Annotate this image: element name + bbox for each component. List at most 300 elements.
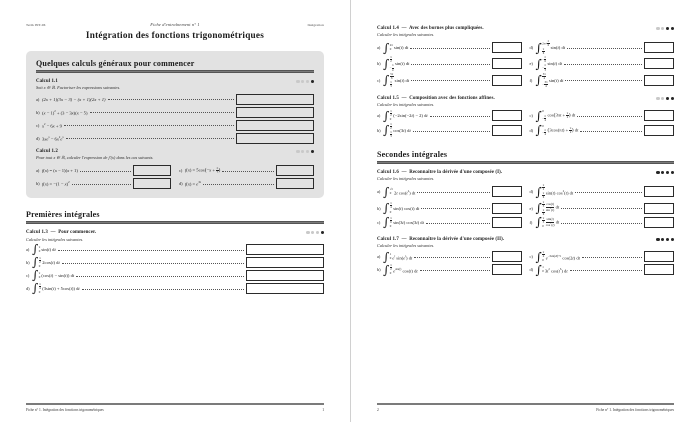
- item-expression: [32, 242, 56, 257]
- exercise-calcul-1-1: [36, 79, 314, 144]
- exercise-item: [377, 73, 522, 88]
- item-label: c): [26, 273, 30, 279]
- exercise-dash: —: [400, 95, 408, 101]
- integral-bounds: 1 0: [389, 252, 392, 261]
- difficulty-dot-filled: [666, 27, 669, 30]
- integrand: sin(t) dt: [547, 61, 562, 67]
- item-expression: [536, 201, 560, 216]
- answer-box[interactable]: [492, 203, 522, 214]
- exercise-item: [530, 201, 675, 216]
- dot-leader: [567, 45, 642, 49]
- integral-bounds: 0 − $\frac{\pi}{4}$: [542, 109, 546, 122]
- difficulty-rating: [656, 238, 674, 241]
- item-expression: [536, 110, 576, 121]
- dot-leader: [577, 113, 642, 117]
- item-expression: f(x) = (x − 1)(x + 1): [42, 167, 78, 173]
- exercise-number-text: Calcul 1.3: [26, 230, 48, 236]
- item-label: e): [529, 61, 533, 67]
- exercise-item: [530, 123, 675, 138]
- section-premieres-integrales: [26, 210, 324, 294]
- integrand: sin(t) dt: [41, 247, 56, 253]
- answer-box[interactable]: [644, 251, 674, 262]
- exercise-item: [179, 164, 314, 176]
- item-label: c): [529, 254, 533, 260]
- item-label: d): [529, 128, 534, 134]
- dot-leader: [76, 273, 244, 277]
- integral-bounds: $\frac{\pi}{3}$ 0: [542, 216, 545, 229]
- exercise-number: [377, 170, 502, 175]
- section-title: Premières intégrales: [26, 210, 100, 220]
- exercise-item: [26, 257, 324, 269]
- integrand: $e^{sin(t)}$ cos(t) dt: [393, 266, 418, 274]
- running-head: [26, 22, 324, 28]
- exercise-items: [377, 39, 674, 88]
- exercise-instruction: Calculer les intégrales suivantes.: [26, 236, 84, 242]
- integral-bounds: π 0: [38, 270, 41, 280]
- exercise-item: [530, 251, 675, 263]
- integral-bounds: π 0: [38, 244, 41, 254]
- answer-box[interactable]: [644, 264, 674, 275]
- exercise-calcul-1-2: [36, 149, 314, 189]
- integral-icon: ∫: [383, 123, 390, 138]
- integral-bounds: $\frac{\pi}{4}$ 0: [389, 201, 392, 214]
- exercise-item: [26, 283, 324, 295]
- difficulty-dot: [301, 80, 304, 83]
- item-label: c): [529, 113, 533, 119]
- item-label: b): [26, 260, 30, 266]
- exercise-number: [377, 26, 484, 31]
- integral-bounds: $\frac{\pi}{4}$ 0: [38, 281, 41, 294]
- item-label: a): [377, 113, 381, 119]
- difficulty-dot-filled: [661, 171, 664, 174]
- item-label: f): [529, 77, 533, 83]
- dot-leader: [580, 128, 642, 132]
- item-label: d): [529, 45, 534, 51]
- section-rule: [36, 70, 314, 73]
- page-footer: [26, 406, 324, 412]
- exercise-instruction: Calculer les intégrales suivantes.: [377, 242, 435, 248]
- item-expression: [536, 73, 564, 88]
- exercise-item: [530, 217, 675, 229]
- exercise-item: [36, 106, 314, 118]
- document-title: Intégration des fonctions trigonométriques: [85, 30, 265, 40]
- answer-box[interactable]: [492, 58, 522, 69]
- difficulty-dot-filled: [671, 171, 674, 174]
- item-expression: [383, 40, 409, 55]
- integrand: sin(t) dt: [548, 77, 564, 83]
- item-expression: [32, 283, 80, 294]
- exercise-items: [26, 244, 324, 295]
- integral-icon: ∫: [383, 56, 390, 71]
- integrand: (cos(t) − sin(t)) dt: [41, 273, 75, 279]
- dot-leader: [420, 267, 490, 271]
- item-expression: [32, 257, 60, 268]
- exercise-item: [36, 132, 314, 144]
- item-expression: [536, 56, 562, 71]
- exercise-calcul-1-5: [377, 96, 674, 138]
- item-expression: [383, 56, 409, 71]
- item-label: a): [36, 96, 40, 102]
- answer-box[interactable]: [246, 270, 324, 281]
- dot-leader: [570, 267, 642, 271]
- difficulty-rating: [306, 231, 324, 234]
- exercise-item: [26, 244, 324, 256]
- dot-leader: [58, 247, 244, 251]
- answer-box[interactable]: [133, 165, 171, 176]
- dot-leader: [575, 189, 642, 193]
- integral-bounds: 2π 0: [389, 43, 393, 52]
- item-expression: f(x) = 5cos(−x + $\frac{\pi}{7}$ ): [185, 165, 221, 174]
- page-footer: [377, 406, 674, 412]
- integral-bounds: − $\frac{\pi}{6}$ − $\frac{\pi}{3}$: [542, 55, 546, 72]
- answer-box[interactable]: [644, 125, 674, 136]
- integrand: $3t^2$ $\cos(t^3)$ dt: [544, 266, 568, 274]
- difficulty-dot: [311, 231, 314, 234]
- exercise-number-text: Calcul 1.7: [377, 236, 399, 242]
- exercise-number: [377, 96, 495, 101]
- integral-icon: ∫: [383, 184, 390, 199]
- integrand: 2t $\cos(t^2)$ dt: [394, 188, 416, 196]
- exercise-item: [530, 184, 675, 199]
- difficulty-dot: [306, 231, 309, 234]
- dot-leader: [64, 122, 234, 126]
- item-label: e): [529, 205, 533, 211]
- integral-icon: ∫: [32, 268, 39, 283]
- answer-box[interactable]: [644, 75, 674, 86]
- exercise-header: [26, 230, 324, 235]
- item-expression: [383, 264, 418, 275]
- difficulty-dot: [306, 80, 309, 83]
- difficulty-dot-filled: [311, 150, 314, 153]
- item-label: a): [377, 45, 381, 51]
- exercise-number: [26, 230, 96, 235]
- difficulty-dot-filled: [666, 238, 669, 241]
- item-label: c): [377, 77, 381, 83]
- integral-icon: ∫: [383, 200, 390, 215]
- item-label: d): [179, 180, 183, 186]
- difficulty-dot-filled: [661, 238, 664, 241]
- exercise-item: [36, 93, 314, 105]
- exercise-item: [530, 110, 675, 122]
- exercise-item: [377, 56, 522, 71]
- difficulty-rating: [656, 97, 674, 100]
- item-expression: [536, 40, 566, 55]
- integral-bounds: $\frac{5\pi}{4}$ − $\frac{3\pi}{4}$: [542, 71, 548, 88]
- integral-icon: ∫: [535, 72, 542, 87]
- dot-leader: [417, 189, 489, 193]
- item-label: a): [26, 247, 30, 253]
- answer-box[interactable]: [246, 244, 324, 255]
- item-label: b): [377, 267, 381, 273]
- integral-icon: ∫: [32, 255, 39, 270]
- difficulty-dot: [656, 97, 659, 100]
- item-expression: $f(x) = e^{3x}$: [185, 180, 202, 187]
- integrand: $e^t$ $\sin(e^t)$ dt: [392, 253, 413, 261]
- exercise-number-text: Calcul 1.6: [377, 170, 399, 176]
- exercise-calcul-1-3: [26, 230, 324, 294]
- integrand: (3cos(πt) + $\frac{\pi}{2}$ ) dt: [547, 125, 579, 135]
- answer-box[interactable]: [644, 58, 674, 69]
- answer-box[interactable]: [492, 264, 522, 275]
- integral-bounds: $\frac{\pi}{2}$ − $\frac{\pi}{4}$: [389, 55, 394, 72]
- integrand: sin(t) dt: [393, 45, 409, 51]
- answer-box[interactable]: [492, 42, 522, 53]
- answer-box[interactable]: [492, 75, 522, 86]
- exercise-item: [26, 270, 324, 282]
- exercise-item: [36, 164, 171, 176]
- difficulty-rating: [656, 27, 674, 30]
- dot-leader: [582, 254, 642, 258]
- dot-leader: [222, 168, 274, 172]
- exercise-instruction: Calculer les intégrales suivantes.: [377, 32, 435, 38]
- integral-icon: ∫: [383, 249, 390, 264]
- exercise-number: Calcul 1.2: [36, 149, 58, 155]
- exercise-item: [36, 119, 314, 131]
- exercise-item: [530, 56, 675, 71]
- item-expression: [383, 217, 424, 228]
- exercise-item: [377, 184, 522, 199]
- answer-box[interactable]: [246, 283, 324, 294]
- dot-leader: [561, 220, 642, 224]
- dot-leader: [203, 181, 274, 185]
- section-title: Secondes intégrales: [377, 150, 448, 160]
- answer-box[interactable]: [644, 186, 674, 197]
- integral-icon: ∫: [383, 215, 390, 230]
- integral-bounds: $\frac{\pi}{6}$ 0: [389, 216, 392, 229]
- integrand: cos(3πt + $\frac{\pi}{2}$ ) dt: [547, 111, 576, 120]
- exercise-instruction: Calculer les intégrales suivantes.: [377, 176, 435, 182]
- exercise-item: [530, 264, 675, 276]
- section-rule: [26, 221, 324, 224]
- answer-box[interactable]: [492, 217, 522, 228]
- running-head-left: Term INT-06: [26, 23, 46, 27]
- item-label: b): [36, 109, 40, 115]
- integral-bounds: $\frac{\pi}{2}$ 0: [38, 255, 41, 268]
- integral-icon: ∫: [535, 262, 542, 277]
- difficulty-dot: [301, 150, 304, 153]
- exercise-calcul-1-7: [377, 237, 674, 276]
- exercise-item: [377, 123, 522, 138]
- item-expression: $(x - 1)^2 + (3 - 3x)(x - 5)$: [42, 108, 88, 116]
- item-expression: [32, 268, 75, 283]
- exercise-items: [377, 109, 674, 138]
- integrand: sin(t) cos(t) dt: [393, 205, 420, 211]
- answer-box[interactable]: [276, 178, 314, 189]
- section-title: Quelques calculs généraux pour commencer: [36, 59, 195, 68]
- footer-rule: [26, 403, 324, 405]
- integral-bounds: 2π+ $\frac{\pi}{6}$ $\frac{\pi}{6}$: [542, 39, 550, 56]
- difficulty-dot: [296, 150, 299, 153]
- integral-icon: ∫: [535, 249, 542, 264]
- answer-box[interactable]: [492, 186, 522, 197]
- integrand: cos(3t) dt: [393, 128, 411, 134]
- integral-bounds: √π 0: [389, 187, 394, 196]
- dot-leader: [413, 128, 490, 132]
- answer-box[interactable]: [236, 120, 314, 131]
- exercise-instruction: Calculer les intégrales suivantes.: [377, 101, 435, 107]
- item-label: d): [529, 267, 534, 273]
- exercise-header: [377, 26, 674, 31]
- exercise-subtitle: Composition avec des fonctions affines.: [409, 95, 495, 101]
- footer-text: Fiche n° 1. Intégration des fonctions trigonométriques: [26, 408, 104, 412]
- answer-box[interactable]: [246, 257, 324, 268]
- integrand: sin(t) dt: [394, 61, 410, 67]
- difficulty-dot-filled: [666, 171, 669, 174]
- answer-box[interactable]: [492, 125, 522, 136]
- integral-bounds: $\frac{\pi}{3}$ $\frac{\pi}{6}$: [542, 199, 545, 216]
- item-expression: $x^2 - 6x + 9$: [42, 121, 62, 129]
- dot-leader: [66, 135, 234, 139]
- answer-box[interactable]: [492, 251, 522, 262]
- item-label: b): [36, 180, 40, 186]
- item-expression: [536, 125, 579, 136]
- integrand: $e^{-3sin(2t)+1}$ cos(2t) dt: [545, 253, 580, 261]
- item-label: b): [377, 128, 381, 134]
- answer-box[interactable]: [276, 165, 314, 176]
- item-label: f): [529, 220, 533, 226]
- exercise-number: [377, 237, 504, 242]
- difficulty-rating: [296, 150, 314, 153]
- exercise-items: [377, 250, 674, 276]
- page-number: 2: [377, 408, 379, 412]
- integral-icon: ∫: [383, 40, 390, 55]
- integral-icon: ∫: [535, 108, 542, 123]
- item-label: c): [377, 220, 381, 226]
- difficulty-dot: [661, 27, 664, 30]
- exercise-calcul-1-4: [377, 26, 674, 88]
- exercise-header: [36, 79, 314, 84]
- item-expression: [383, 123, 411, 138]
- integral-icon: ∫: [535, 184, 542, 199]
- dot-leader: [426, 220, 490, 224]
- item-label: c): [36, 122, 40, 128]
- dot-leader: [564, 61, 642, 65]
- answer-box[interactable]: [236, 133, 314, 144]
- exercise-number: Calcul 1.1: [36, 79, 58, 84]
- page-number: 1: [322, 408, 324, 412]
- difficulty-rating: [296, 80, 314, 83]
- section-secondes-integrales: [377, 150, 674, 276]
- dot-leader: [561, 205, 642, 209]
- integrand: 2cos(t) dt: [42, 260, 60, 266]
- integrand: sin(t) $\cos^2(t)$ dt: [545, 188, 574, 196]
- difficulty-dot-filled: [671, 238, 674, 241]
- item-label: a): [377, 189, 381, 195]
- page-right: [350, 0, 700, 422]
- integral-icon: ∫: [535, 56, 542, 71]
- footer-text: Fiche n° 1. Intégration des fonctions trigonométriques: [596, 408, 674, 412]
- answer-box[interactable]: [644, 42, 674, 53]
- exercise-header: [377, 237, 674, 242]
- integral-icon: ∫: [32, 242, 39, 257]
- answer-box[interactable]: [644, 110, 674, 121]
- answer-box[interactable]: [133, 178, 171, 189]
- exercise-number-text: Calcul 1.5: [377, 95, 399, 101]
- answer-box[interactable]: [236, 107, 314, 118]
- integrand: (3sin(t) + 5cos(t)) dt: [42, 286, 80, 292]
- difficulty-dot: [316, 231, 319, 234]
- integrand: sin(t) dt: [550, 45, 566, 51]
- exercise-item: [377, 251, 522, 263]
- integrand: sin(t) dt: [394, 77, 410, 83]
- answer-box[interactable]: [644, 217, 674, 228]
- integral-icon: ∫: [535, 123, 542, 138]
- item-expression: [383, 249, 413, 264]
- exercise-item: [377, 201, 522, 216]
- difficulty-dot-filled: [671, 97, 674, 100]
- exercise-item: [530, 40, 675, 55]
- exercise-calcul-1-6: [377, 170, 674, 229]
- item-expression: [535, 262, 568, 277]
- difficulty-dot-filled: [311, 80, 314, 83]
- section-rule: [377, 161, 674, 164]
- footer-rule: [377, 403, 674, 405]
- difficulty-dot: [661, 97, 664, 100]
- integral-icon: ∫: [535, 200, 542, 215]
- answer-box[interactable]: [492, 110, 522, 121]
- exercise-instruction: Pour tout x ∈ ℝ, calculer l'expression de f′(x) dans les cas suivants.: [36, 155, 154, 161]
- running-head-right: Intégration: [307, 23, 324, 27]
- item-expression: $3xe^x - 6x^2e^x$: [42, 134, 64, 142]
- dot-leader: [82, 286, 244, 290]
- integral-bounds: $\frac{5\pi}{6}$ $\frac{\pi}{3}$: [390, 71, 394, 88]
- exercise-item: [377, 40, 522, 55]
- dot-leader: [72, 181, 131, 185]
- item-expression: (2x + 1)(3x − 3) − (x + 1)(2x + 1): [42, 96, 106, 102]
- item-expression: [536, 251, 580, 262]
- difficulty-dot: [306, 150, 309, 153]
- exercise-items: [36, 163, 314, 189]
- exercise-header: [377, 96, 674, 101]
- integral-bounds: $\frac{\pi}{2}$ $\frac{\pi}{3}$: [390, 121, 392, 139]
- integrand: sin(3t) cos(3t) dt: [393, 220, 424, 226]
- dot-leader: [62, 260, 244, 264]
- integral-icon: ∫: [383, 108, 390, 123]
- exercise-item: [377, 110, 522, 122]
- exercise-subtitle: Avec des bornes plus compliquées.: [408, 26, 484, 31]
- dot-leader: [421, 205, 489, 209]
- dot-leader: [80, 168, 131, 172]
- dot-leader: [565, 77, 642, 81]
- difficulty-dot: [296, 80, 299, 83]
- difficulty-dot: [656, 27, 659, 30]
- difficulty-rating: [656, 171, 674, 174]
- dot-leader: [410, 45, 489, 49]
- running-head-center: Fiche d'entraînement n° 1: [150, 22, 200, 27]
- integral-icon: ∫: [32, 281, 39, 296]
- section-general-calculations: [26, 51, 324, 198]
- item-label: d): [26, 286, 30, 292]
- item-label: d): [36, 135, 40, 141]
- integral-bounds: 0 − $\frac{\pi}{4}$: [542, 123, 546, 137]
- dot-leader: [411, 61, 489, 65]
- item-label: b): [377, 205, 381, 211]
- item-label: d): [529, 189, 534, 195]
- item-expression: [536, 184, 574, 199]
- exercise-header: [377, 170, 674, 175]
- exercise-instruction: Soit x ∈ ℝ. Factoriser les expressions suivantes.: [36, 85, 121, 91]
- integral-icon: ∫: [535, 215, 542, 230]
- exercise-number-text: Calcul 1.4: [377, 26, 399, 31]
- exercise-header: [36, 149, 314, 154]
- exercise-dash: —: [400, 26, 408, 31]
- answer-box[interactable]: [644, 203, 674, 214]
- answer-box[interactable]: [236, 94, 314, 105]
- exercise-items: [377, 183, 674, 228]
- exercise-dash: —: [49, 230, 57, 236]
- dot-leader: [411, 77, 489, 81]
- difficulty-dot-filled: [666, 97, 669, 100]
